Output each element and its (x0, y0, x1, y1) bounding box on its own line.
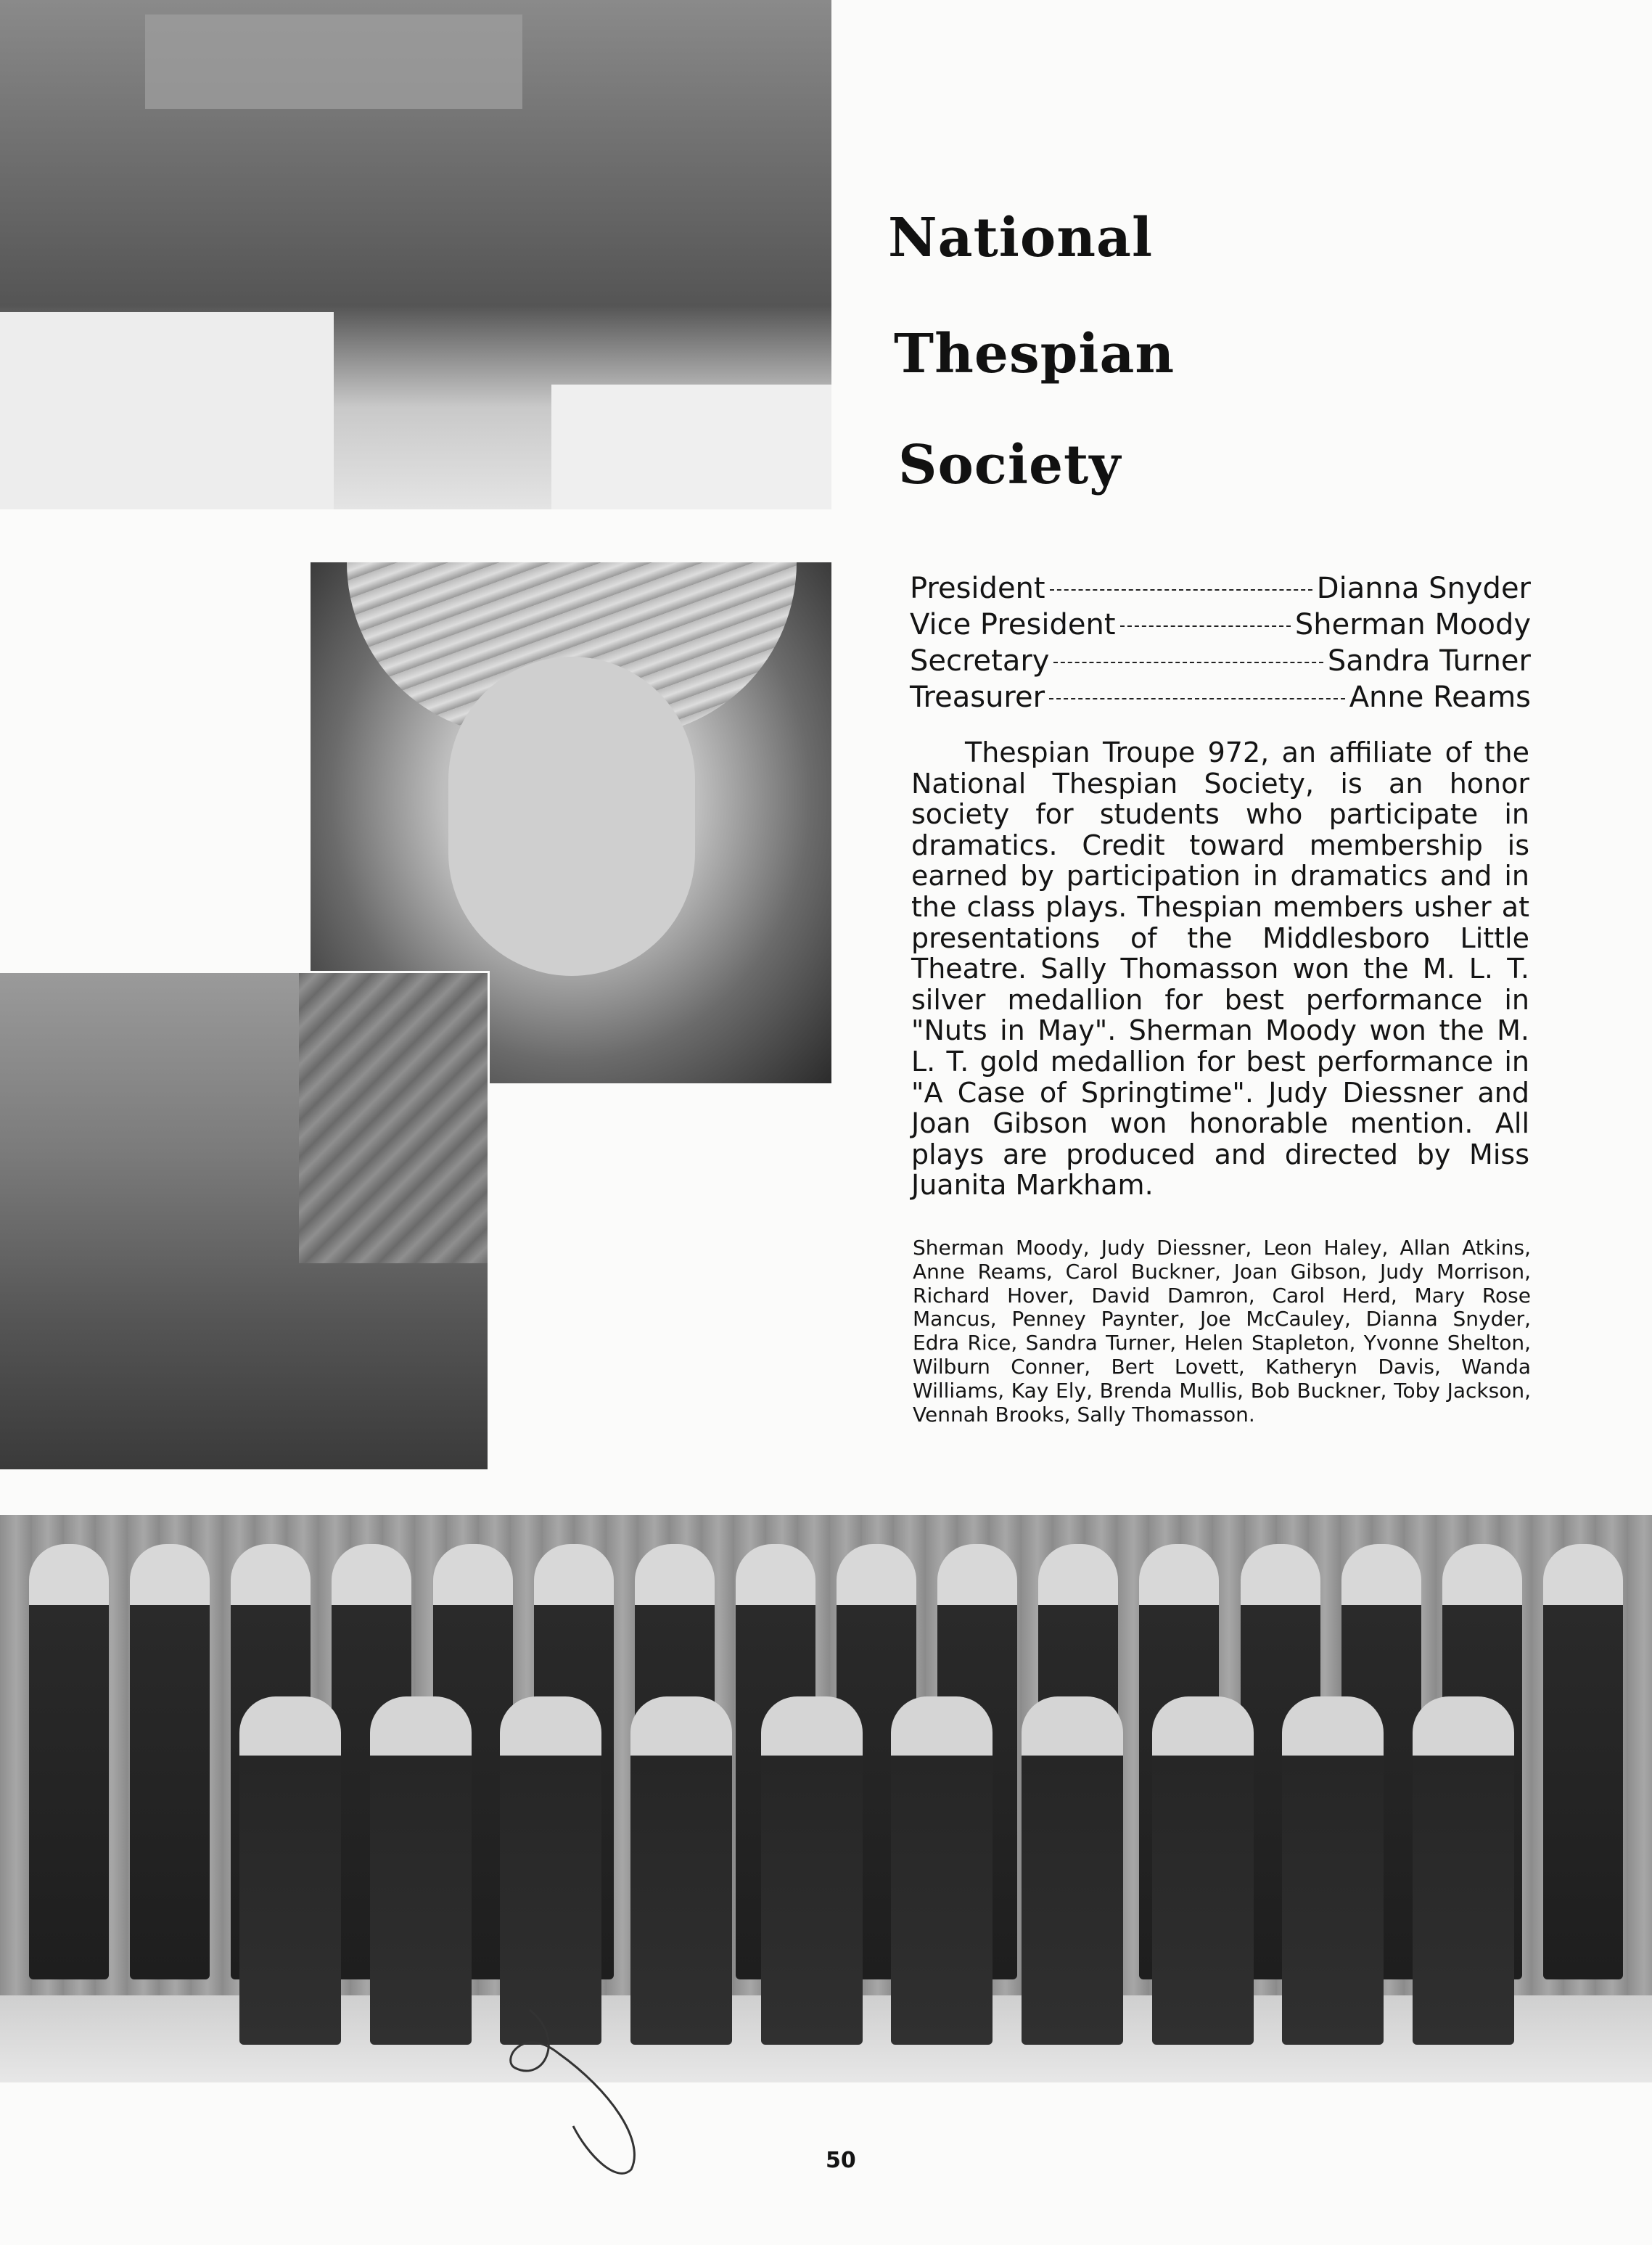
officer-row (910, 679, 1531, 715)
leader-dots (1050, 589, 1312, 591)
person (500, 1696, 601, 2045)
description-paragraph: Thespian Troupe 972, an affiliate of the National Thespian Society, is an honor society for students who participate in dramatics. Credit toward membership is earned by participation in dramatics and in the class plays. Thespian members usher at presentations of the Middlesboro Little Theatre. Sally Thomasson won the M. L. T. silver medallion for best performance in "Nuts in May". Sherman Moody won the M. L. T. gold medallion for best performance in "A Case of Springtime". Judy Diessner and Joan Gibson won honorable mention. All plays are produced and directed by Miss Juanita Markham. (911, 736, 1529, 1202)
officer-role: Vice President (910, 608, 1116, 641)
person (130, 1544, 210, 1979)
person (239, 1696, 341, 2045)
leader-dots (1049, 698, 1345, 699)
officer-role: Secretary (910, 644, 1050, 678)
officer-role: President (910, 572, 1045, 605)
person (1022, 1696, 1123, 2045)
page-title-line-2: Thespian (894, 323, 1175, 385)
senior-party-photo (0, 0, 831, 509)
staircase (299, 973, 488, 1263)
page-title-line-3: Society (898, 434, 1122, 496)
officer-row (910, 643, 1531, 679)
person (630, 1696, 732, 2045)
person (891, 1696, 993, 2045)
group-photo (0, 1515, 1652, 2082)
person (1413, 1696, 1514, 2045)
person (1152, 1696, 1254, 2045)
officer-name: Dianna Snyder (1316, 572, 1531, 605)
front-row (239, 1696, 1514, 2045)
table-left (0, 312, 334, 509)
officer-name: Sherman Moody (1294, 608, 1531, 641)
person (1543, 1544, 1623, 1979)
face (448, 657, 695, 976)
members-list: Sherman Moody, Judy Diessner, Leon Haley, Allan Atkins, Anne Reams, Carol Buckner, Joan Gibson, Judy Morrison, Richard Hover, David Damron, Carol Herd, Mary Rose Mancus, Penney Paynter, Joe McCauley, Dianna Snyder, Edra Rice, Sandra Turner, Helen Stapleton, Yvonne Shelton, Wilburn Conner, Bert Lovett, Katheryn Davis, Wanda Williams, Kay Ely, Brenda Mullis, Bob Buckner, Toby Jackson, Vennah Brooks, Sally Thomasson. (913, 1236, 1531, 1427)
table-right (551, 385, 831, 509)
person (29, 1544, 109, 1979)
person (761, 1696, 863, 2045)
officers-list (910, 570, 1531, 715)
page-number: 50 (826, 2148, 856, 2173)
officer-role: Treasurer (910, 681, 1045, 714)
costume-party-photo (0, 971, 490, 1469)
person (370, 1696, 472, 2045)
senior-banner (145, 15, 522, 109)
person (1282, 1696, 1384, 2045)
officer-name: Sandra Turner (1327, 644, 1531, 678)
leader-dots (1120, 625, 1291, 627)
leader-dots (1053, 662, 1323, 663)
officer-row (910, 607, 1531, 643)
officer-row (910, 570, 1531, 607)
page-title-line-1: National (888, 207, 1154, 269)
officer-name: Anne Reams (1349, 681, 1531, 714)
